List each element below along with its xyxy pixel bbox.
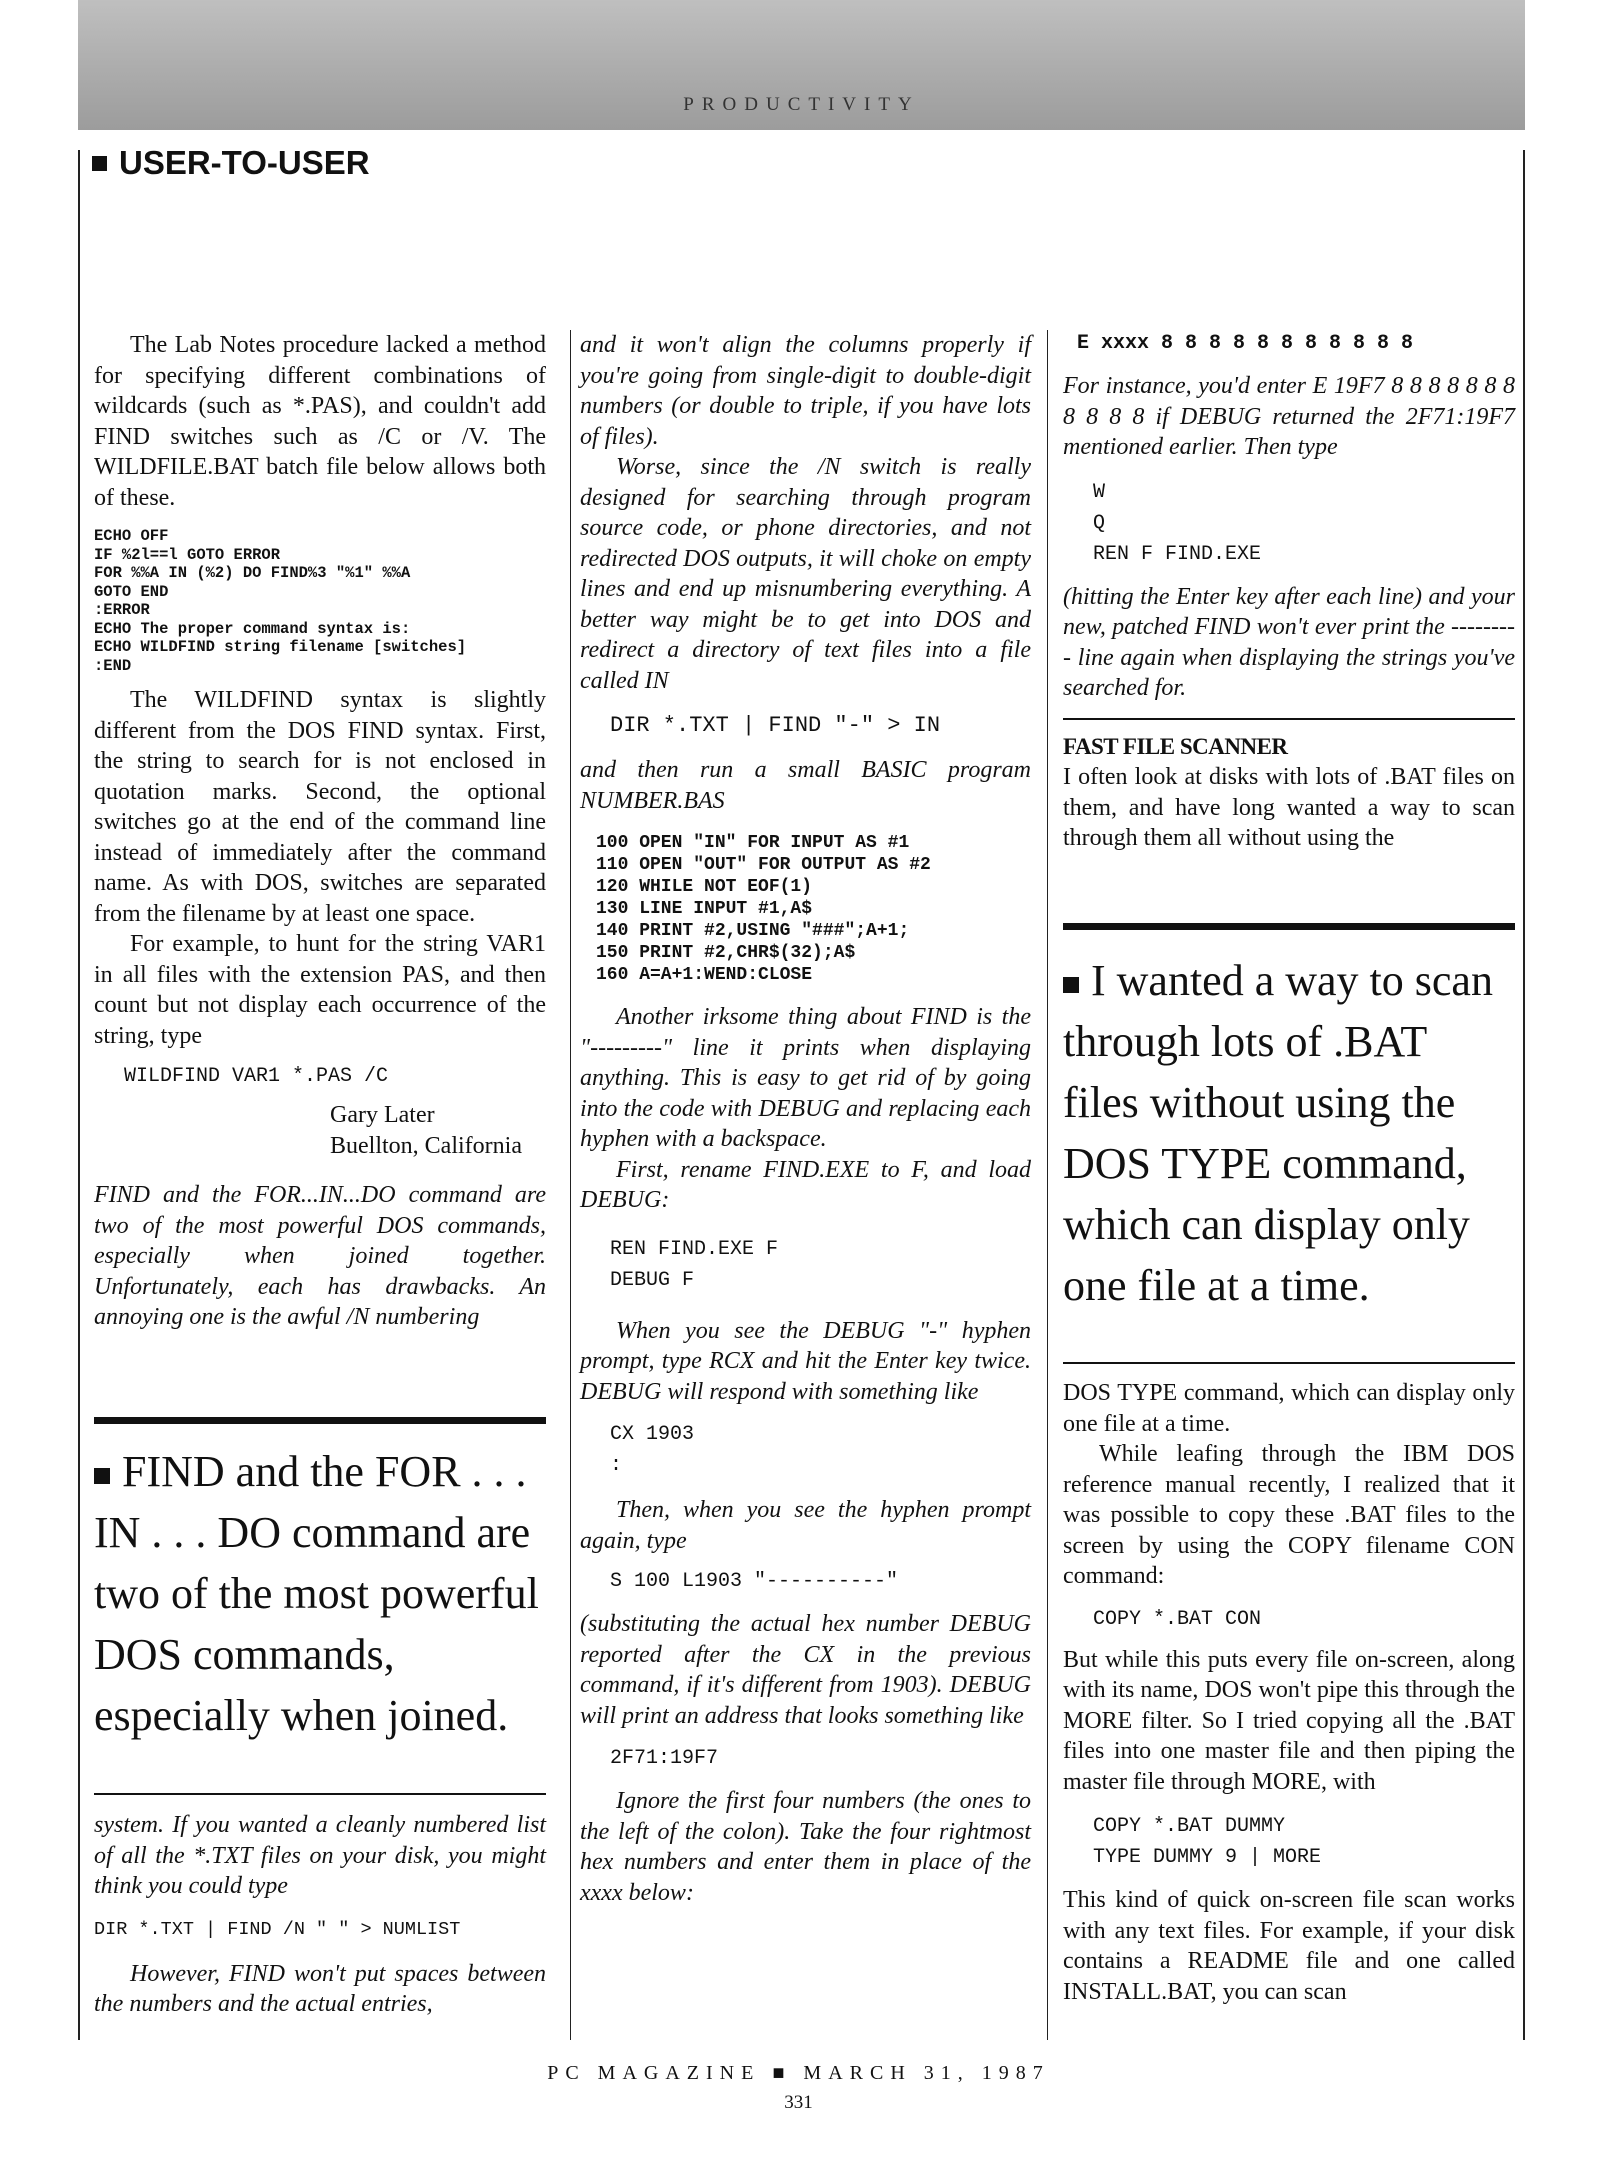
col3-p3: I often look at disks with lots of .BAT files on them, and have long wanted a way to scan through them all without using the: [1063, 764, 1515, 851]
signature-place: Buellton, California: [330, 1133, 522, 1159]
col1-code1: ECHO OFF IF %2l==l GOTO ERROR FOR %%A IN (%2) DO FIND%3 "%1" %%A GOTO END :ERROR ECHO The proper command syntax is: ECHO WILDFIND string filename [switches] :END: [94, 527, 467, 675]
col2-code2: 100 OPEN "IN" FOR INPUT AS #1 110 OPEN "OUT" FOR OUTPUT AS #2 120 WHILE NOT EOF(1) 130 LINE INPUT #1,A$ 140 PRINT #2,USING "###";A+1; 150 PRINT #2,CHR$(32);A$ 160 A=A+1:WEND:CLOSE: [596, 833, 931, 985]
col3-p6: But while this puts every file on-screen, along with its name, DOS won't pipe this through the MORE filter. So I tried copying all the .BAT files into one master file and then piping the master file through MORE, with: [1063, 1646, 1515, 1795]
pull-quote-2-top-rule: [1063, 923, 1515, 930]
column-rule-2: [1047, 330, 1048, 2040]
pull-quote-2-text: I wanted a way to scan through lots of .BAT files without using the DOS TYPE command, which can display only one file at a time.: [1063, 956, 1493, 1310]
col1-p2: The WILDFIND syntax is slightly different from the DOS FIND syntax. First, the string to search for is not enclosed in quotation marks. Second, the optional switches go at the end of the command line instead of immediately after the command name. As with DOS, switches are separated from the filename by at least one space.: [94, 687, 546, 927]
pull-quote-2-bottom-rule: [1063, 1362, 1515, 1364]
pull-quote-1-top-rule: [94, 1417, 546, 1424]
col1-p1: The Lab Notes procedure lacked a method for specifying different combinations of wildcards (such as *.PAS), and couldn't add FIND switches such as /C or /V. The WILDFILE.BAT batch file below allows both of these.: [94, 332, 546, 511]
col3-code1: E xxxx 8 8 8 8 8 8 8 8 8 8 8: [1077, 332, 1414, 355]
col2-code4: CX 1903 :: [610, 1423, 695, 1477]
subhead-rule: [1063, 718, 1515, 720]
col2-p9: Ignore the first four numbers (the ones to the left of the colon). Take the four rightmost hex numbers and enter them in place of the xxxx below:: [580, 1788, 1031, 1906]
col1-p4: FIND and the FOR...IN...DO command are two of the most powerful DOS commands, especially when joined together. Unfortunately, each has drawbacks. An annoying one is the awful /N numbering: [94, 1182, 546, 1330]
section-label: PRODUCTIVITY: [683, 94, 920, 115]
col3-p4: DOS TYPE command, which can display only one file at a time.: [1063, 1380, 1515, 1437]
col3-p1: For instance, you'd enter E 19F7 8 8 8 8 8 8 8 8 8 8 8 if DEBUG returned the 2F71:19F7 mentioned earlier. Then type: [1063, 373, 1515, 460]
col2-p7: Then, when you see the hyphen prompt again, type: [580, 1497, 1031, 1554]
footer: PC MAGAZINE ■ MARCH 31, 1987: [547, 2062, 1050, 2084]
col1-code3: DIR *.TXT | FIND /N " " > NUMLIST: [94, 1918, 461, 1940]
pull-quote-2-bullet-icon: [1063, 977, 1079, 993]
col2-p1: and it won't align the columns properly if you're going from single-digit to double-digit numbers (or double to triple, if you have lots of files).: [580, 332, 1031, 450]
column-2: [580, 330, 1031, 1908]
pull-quote-1-bullet-icon: [94, 1468, 110, 1484]
col2-code6: 2F71:19F7: [610, 1747, 719, 1770]
signature-name: Gary Later: [330, 1102, 435, 1128]
col1-p3: For example, to hunt for the string VAR1 in all files with the extension PAS, and then count but not display each occurrence of the string, type: [94, 931, 546, 1049]
column-1-continued: [94, 1810, 546, 2020]
column-1: [94, 330, 546, 1333]
col3-p7: This kind of quick on-screen file scan works with any text files. For example, if your disk contains a README file and one called INSTALL.BAT, you can scan: [1063, 1887, 1515, 2005]
col3-p2: (hitting the Enter key after each line) and your new, patched FIND won't ever print the --------- line again when displaying the strings you've searched for.: [1063, 583, 1515, 701]
col2-p6: When you see the DEBUG "-" hyphen prompt, type RCX and hit the Enter key twice. DEBUG will respond with something like: [580, 1317, 1031, 1405]
col2-p5: First, rename FIND.EXE to F, and load DEBUG:: [580, 1156, 1031, 1213]
col2-p4: Another irksome thing about FIND is the "---------" line it prints when displaying anything. This is easy to get rid of by going into the code with DEBUG and replacing each hyphen with a backspace.: [580, 1004, 1031, 1152]
header: [92, 144, 370, 182]
col3-code2: W Q REN F FIND.EXE: [1093, 480, 1262, 566]
bullet-square-icon: [92, 156, 107, 171]
col1-p6: However, FIND won't put spaces between the numbers and the actual entries,: [94, 1960, 546, 2017]
col2-code5: S 100 L1903 "----------": [610, 1570, 899, 1593]
col3-code3: COPY *.BAT CON: [1093, 1607, 1262, 1631]
frame-left-rule: [78, 150, 80, 2040]
subhead-fast-file-scanner: FAST FILE SCANNER: [1063, 733, 1288, 759]
column-3: [1063, 330, 1515, 854]
col1-p5: system. If you wanted a cleanly numbered list of all the *.TXT files on your disk, you might think you could type: [94, 1812, 546, 1899]
col2-code3: REN FIND.EXE F DEBUG F: [610, 1237, 779, 1292]
col2-p2: Worse, since the /N switch is really designed for searching through program source code, or phone directories, and not redirected DOS outputs, it will choke on empty lines and end up misnumbering everything. A better way might be to get into DOS and redirect a directory of text files into a file called IN: [580, 454, 1031, 694]
col1-code2: WILDFIND VAR1 *.PAS /C: [124, 1065, 389, 1088]
col2-p8: (substituting the actual hex number DEBUG reported after the CX in the previous command, if it's different from 1903). DEBUG will print an address that looks something like: [580, 1611, 1031, 1729]
pull-quote-2: [1063, 950, 1513, 1316]
frame-right-rule: [1523, 150, 1525, 2040]
column-3-continued: [1063, 1378, 1515, 2007]
col2-code1: DIR *.TXT | FIND "-" > IN: [610, 713, 941, 738]
column-rule-1: [570, 330, 571, 2040]
page-number: 331: [784, 2092, 813, 2113]
header-title: USER-TO-USER: [119, 144, 370, 181]
col2-p3: and then run a small BASIC program NUMBER.BAS: [580, 757, 1031, 814]
pull-quote-1-bottom-rule: [94, 1793, 546, 1795]
col3-p5: While leafing through the IBM DOS reference manual recently, I realized that it was possible to copy these .BAT files to the screen by using the COPY filename CON command:: [1063, 1441, 1515, 1589]
pull-quote-1: [94, 1441, 546, 1746]
col3-code4: COPY *.BAT DUMMY TYPE DUMMY 9 | MORE: [1093, 1815, 1322, 1869]
pull-quote-1-text: FIND and the FOR . . . IN . . . DO command are two of the most powerful DOS commands, especially when joined.: [94, 1447, 539, 1740]
